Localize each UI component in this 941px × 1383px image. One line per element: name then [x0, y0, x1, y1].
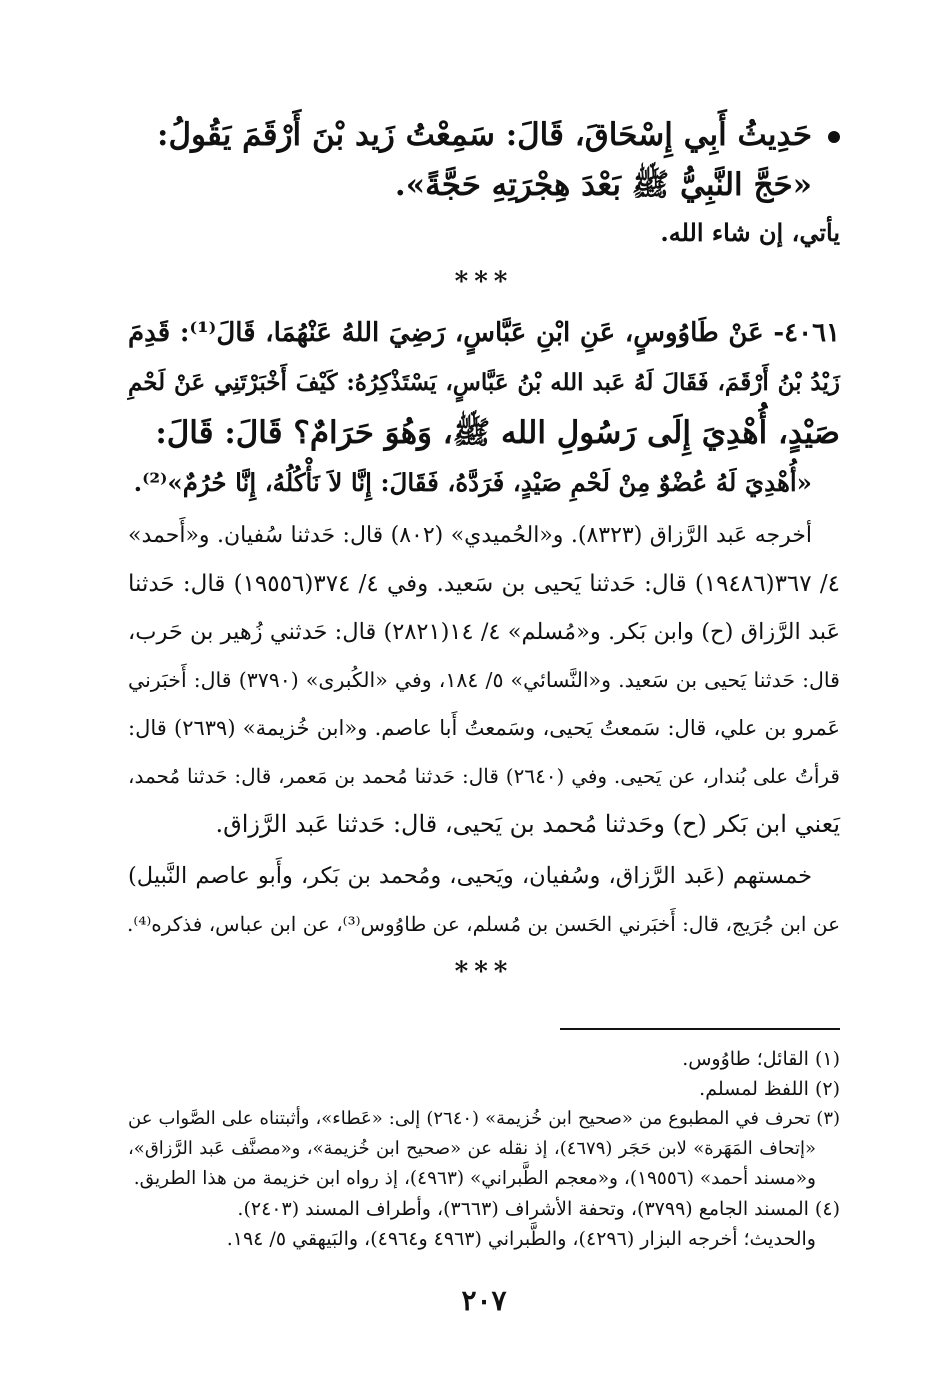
footnote: «إتحاف المَهَرة» لابن حَجَر (٤٦٧٩)، إذ نقله عن «صحيح ابن خُزيمة»، و«مصنَّف عَبد الرَّزاق»، — [128, 1138, 816, 1159]
takhrij-line: قال: حَدثنا يَحيى بن سَعيد. و«النَّسائي» ٥/ ١٨٤، وفي «الكُبرى» (٣٧٩٠) قال: أَخبَرني — [128, 668, 840, 692]
hadith-line: صَيْدٍ، أُهْدِيَ إِلَى رَسُولِ الله ﷺ، وَهُوَ حَرَامٌ؟ قَالَ: قَالَ: — [155, 415, 840, 451]
page-content — [128, 110, 840, 1317]
footnote: (٢) اللفظ لمسلم. — [699, 1078, 840, 1100]
takhrij-line: عَبد الرَّزاق (ح) وابن بَكر. و«مُسلم» ٤/ ١٤(٢٨٢١) قال: حَدثني زُهير بن حَرب، — [128, 619, 841, 645]
footnotes — [128, 1044, 840, 1254]
bullet-icon — [828, 131, 840, 143]
footnote: (١) القائل؛ طاوُوس. — [682, 1048, 840, 1070]
hadith-reference-line — [128, 110, 840, 160]
footnote: (٣) تحرف في المطبوع من «صحيح ابن خُزيمة» (٢٦٤٠) إلى: «عَطاء»، وأثبتناه على الصَّواب عن — [128, 1108, 841, 1129]
hadith-line: ٤٠٦١- عَنْ طَاوُوسٍ، عَنِ ابْنِ عَبَّاسٍ، رَضِيَ اللهُ عَنْهُمَا، قَالَ⁽¹⁾: قَدِمَ — [128, 318, 840, 348]
takhrij-line: ٤/ ٣٦٧(١٩٤٨٦) قال: حَدثنا يَحيى بن سَعيد. وفي ٤/ ٣٧٤(١٩٥٥٦) قال: حَدثنا — [128, 571, 840, 597]
takhrij-line: أخرجه عَبد الرَّزاق (٨٣٢٣). و«الحُميدي» (٨٠٢) قال: حَدثنا سُفيان. و«أَحمد» — [128, 523, 812, 548]
footnote: والحديث؛ أخرجه البزار (٤٢٩٦)، والطَّبراني (٤٩٦٣ و٤٩٦٤)، والبَيهقي ٥/ ١٩٤. — [226, 1228, 816, 1250]
footnote: (٤) المسند الجامع (٣٧٩٩)، وتحفة الأشراف (٣٦٦٣)، وأطراف المسند (٢٤٠٣). — [237, 1198, 840, 1220]
takhrij-line: قرأتُ على بُندار، عن يَحيى. وفي (٢٦٤٠) قال: حَدثنا مُحمد بن مَعمر، قال: حَدثنا مُحمد، — [128, 764, 840, 788]
hadith-line: زَيْدُ بْنُ أَرْقَمَ، فَقَالَ لَهُ عَبد الله بْنُ عَبَّاسٍ، يَسْتَذْكِرُهُ: كَيْفَ أَخْبَرْتَنِي عَنْ لَحْمِ — [128, 369, 840, 396]
section-separator: *** — [454, 957, 514, 987]
hadith-reference-quote: «حَجَّ النَّبِيُّ ﷺ بَعْدَ هِجْرَتِهِ حَجَّةً». — [394, 167, 812, 203]
takhrij-summary-line: عن ابن جُرَيج، قال: أَخبَرني الحَسن بن مُسلم، عن طاوُوس⁽³⁾، عن ابن عباس، فذكره⁽⁴⁾. — [127, 912, 840, 936]
hadith-reference-text: حَدِيثُ أَبِي إِسْحَاقَ، قَالَ: سَمِعْتُ زَيد بْنَ أَرْقَمَ يَقُولُ: — [157, 117, 812, 153]
section-separator: *** — [454, 267, 514, 297]
takhrij-summary-line: خمستهم (عَبد الرَّزاق، وسُفيان، ويَحيى، ومُحمد بن بَكر، وأَبو عاصم النَّبيل) — [128, 863, 812, 889]
hadith-body — [128, 308, 840, 508]
takhrij-section — [128, 512, 840, 948]
page-number: ٢٠٧ — [461, 1284, 507, 1317]
footnote: و«مسند أحمد» (١٩٥٥٦)، و«معجم الطَّبراني» (٤٩٦٣)، إذ رواه ابن خزيمة من هذا الطريق. — [133, 1168, 816, 1189]
takhrij-line: يَعني ابن بَكر (ح) وحَدثنا مُحمد بن يَحيى، قال: حَدثنا عَبد الرَّزاق. — [215, 810, 840, 838]
footnote-divider — [560, 1028, 840, 1030]
takhrij-line: عَمرو بن علي، قال: سَمعتُ يَحيى، وسَمعتُ أَبا عاصم. و«ابن خُزيمة» (٢٦٣٩) قال: — [128, 716, 840, 740]
hadith-quote: «أُهْدِيَ لَهُ عُضْوٌ مِنْ لَحْمِ صَيْدٍ، فَرَدَّهُ، فَقَالَ: إِنَّا لاَ نَأْكُلُهُ، إِنَّا حُرُمٌ»⁽²⁾. — [133, 468, 812, 497]
cross-reference-note: يأتي، إن شاء الله. — [660, 218, 840, 247]
